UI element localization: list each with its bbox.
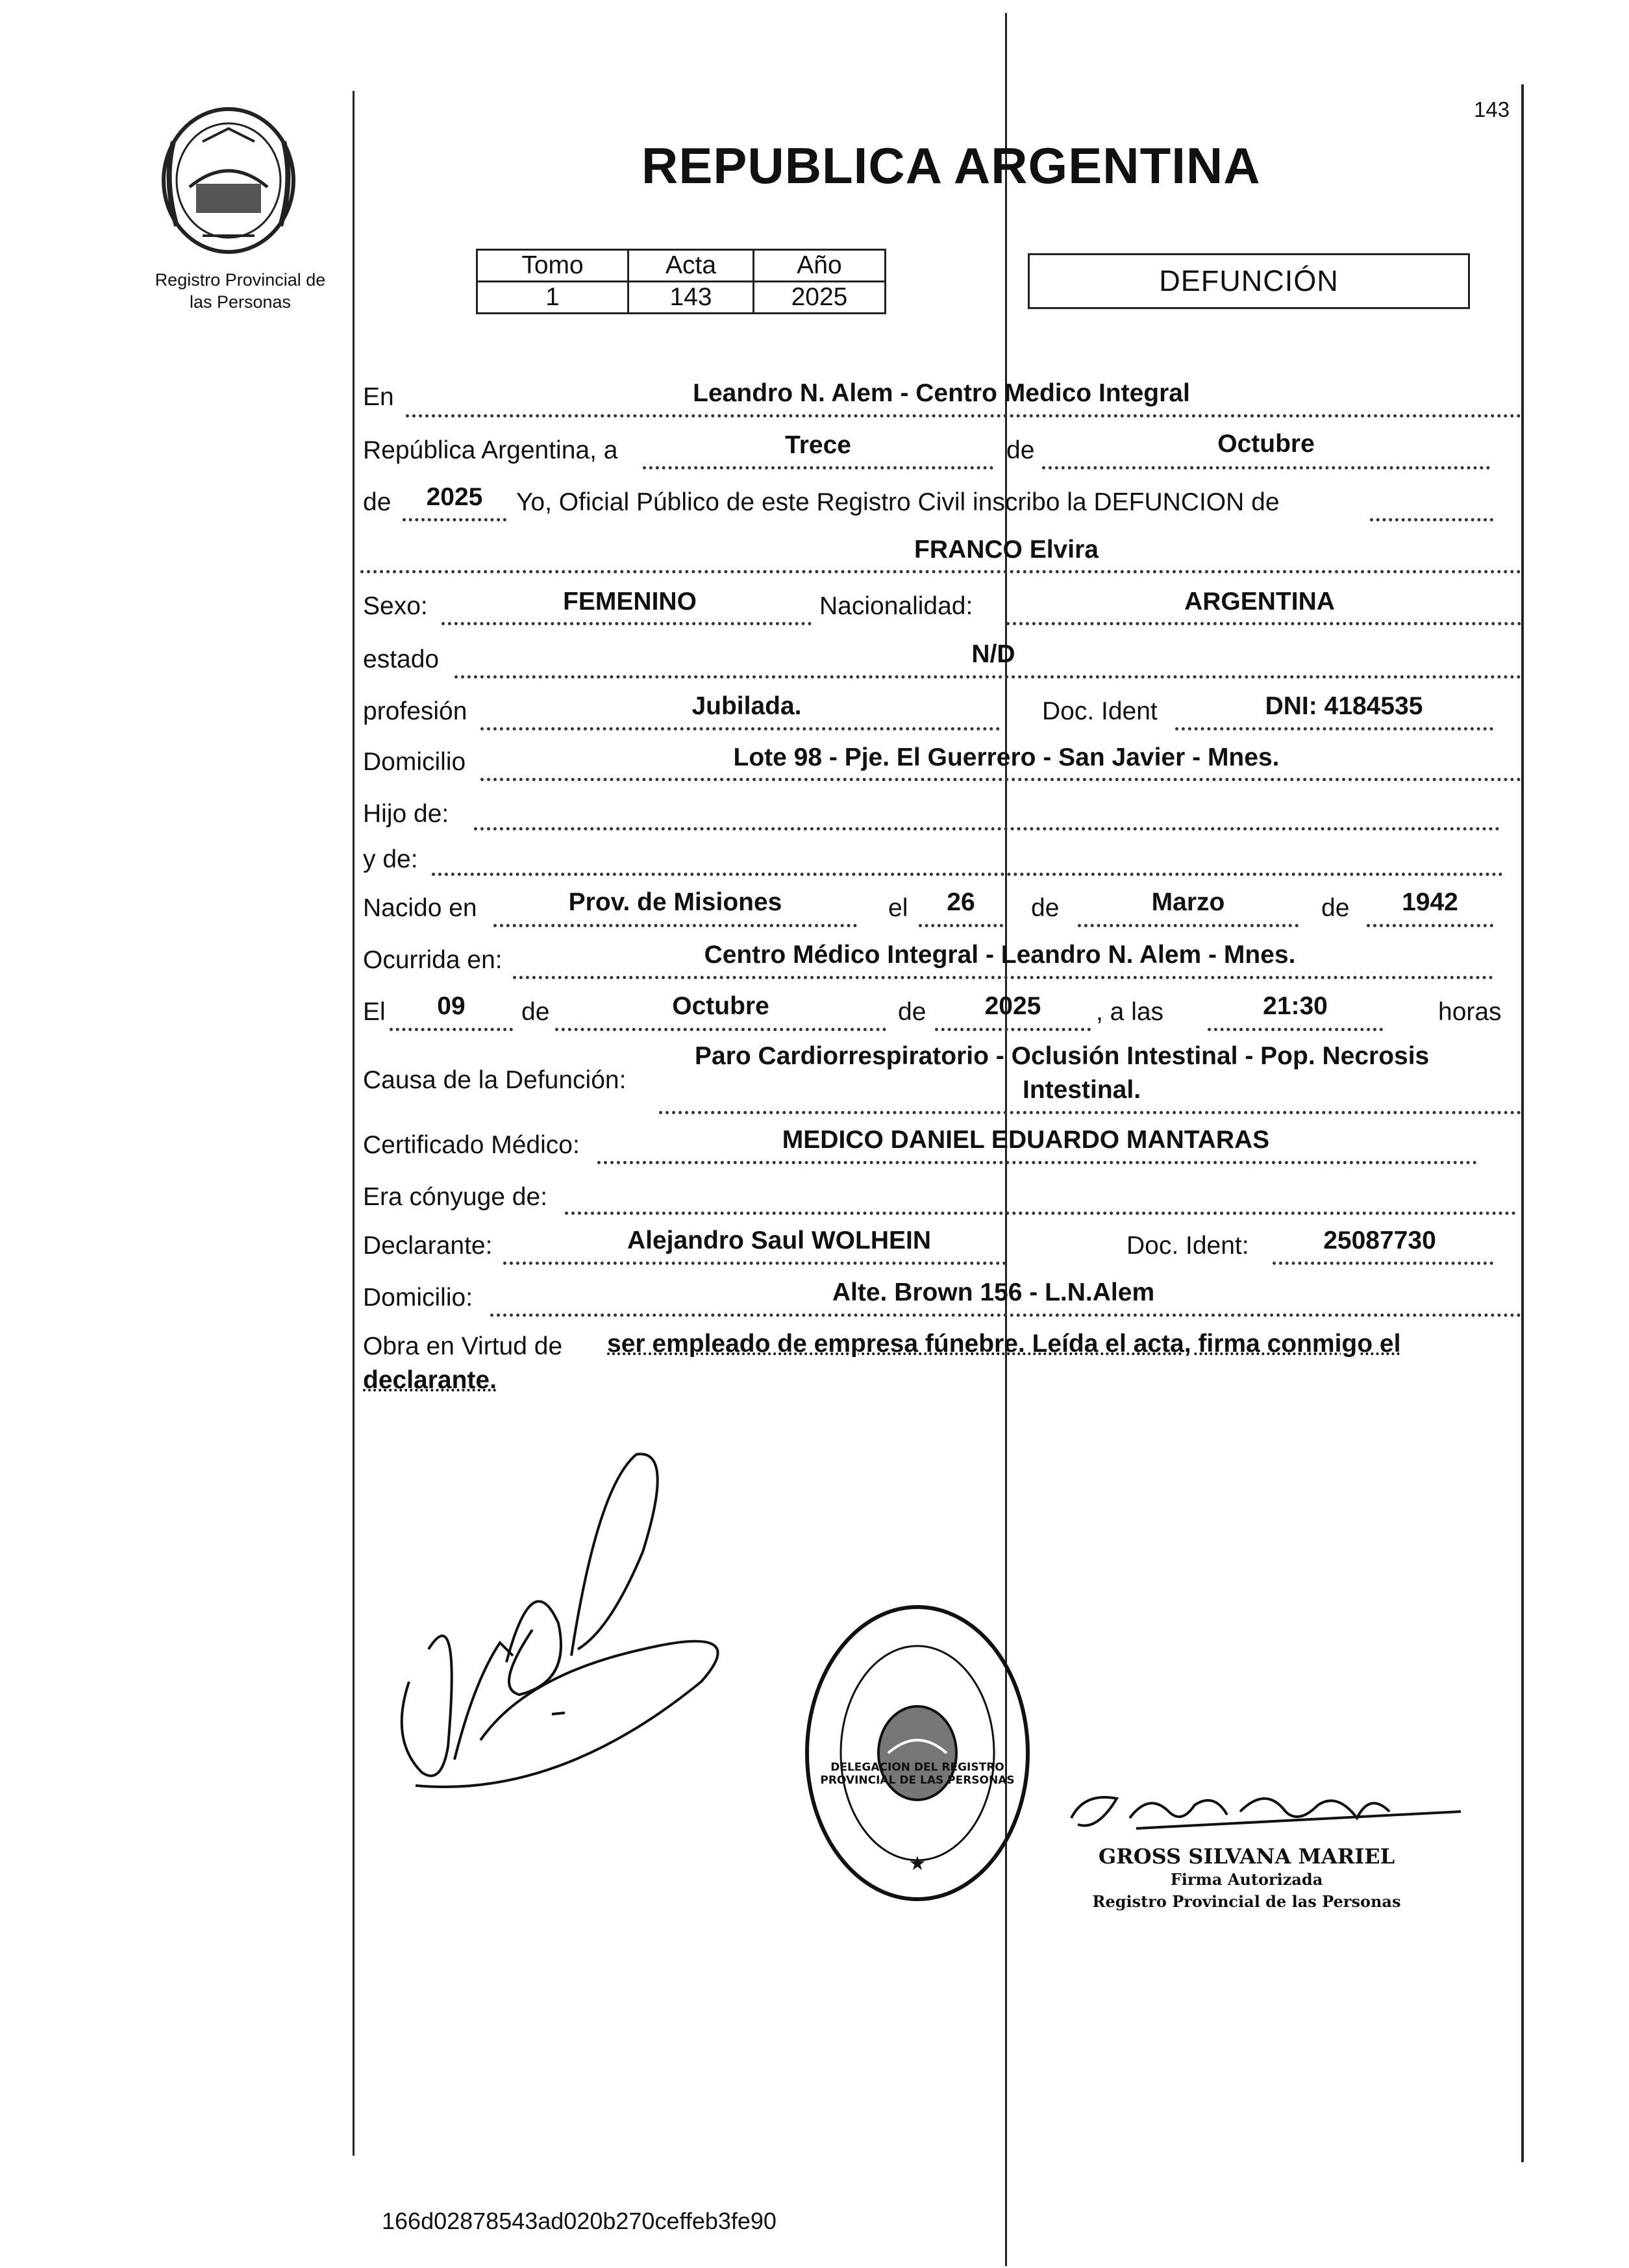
anio-value: 2025 — [754, 282, 886, 314]
death-de2-label: de — [898, 998, 926, 1026]
nacionalidad-value: ARGENTINA — [1184, 588, 1335, 616]
nacionalidad-dots — [1006, 622, 1521, 625]
domicilio2-value: Alte. Brown 156 - L.N.Alem — [832, 1278, 1155, 1306]
year-prefix-label: de — [363, 488, 392, 516]
horas-label: horas — [1438, 998, 1502, 1026]
death-day-dots — [390, 1028, 513, 1031]
nacido-place: Prov. de Misiones — [568, 888, 782, 916]
causa-line2: Intestinal. — [1023, 1076, 1141, 1104]
right-margin-line — [1521, 84, 1524, 2162]
official-signature — [1058, 1766, 1474, 1844]
certificado-label: Certificado Médico: — [363, 1131, 580, 1159]
official-name: GROSS SILVANA MARIEL — [1098, 1844, 1395, 1869]
sexo-value: FEMENINO — [563, 588, 697, 616]
month-value: Octubre — [1217, 430, 1315, 458]
birth-month-dots — [1078, 924, 1299, 927]
death-time-dots — [1208, 1028, 1383, 1031]
year-value: 2025 — [426, 483, 483, 511]
yde-dots — [432, 873, 1503, 876]
conyuge-label: Era cónyuge de: — [363, 1183, 548, 1211]
domicilio-value: Lote 98 - Pje. El Guerrero - San Javier - Mnes. — [733, 743, 1280, 771]
alas-label: , a las — [1096, 998, 1164, 1026]
death-day: 09 — [437, 992, 466, 1020]
doc-ident2-dots — [1273, 1262, 1493, 1265]
month-de-label: de — [1006, 436, 1035, 464]
page-title: REPUBLICA ARGENTINA — [641, 137, 1261, 194]
anio-header: Año — [754, 250, 886, 282]
birth-day: 26 — [947, 888, 975, 916]
en-value: Leandro N. Alem - Centro Medico Integral — [693, 379, 1190, 407]
page-number: 143 — [1474, 97, 1510, 121]
seal-caption — [130, 269, 351, 313]
causa-dots — [659, 1111, 1521, 1114]
delegation-stamp — [797, 1597, 1038, 1909]
republica-label: República Argentina, a — [363, 436, 618, 464]
doc-ident-label: Doc. Ident — [1042, 697, 1158, 725]
year-dots — [403, 518, 506, 521]
official-office: Registro Provincial de las Personas — [1092, 1892, 1401, 1911]
day-words: Trece — [785, 431, 851, 459]
domicilio2-label: Domicilio: — [363, 1284, 473, 1312]
birth-de2-label: de — [1321, 894, 1350, 922]
estado-dots — [454, 675, 1521, 679]
tomo-value: 1 — [477, 282, 628, 314]
yde-label: y de: — [363, 845, 418, 873]
obra-label: Obra en Virtud de — [363, 1332, 563, 1360]
en-dots — [406, 414, 1521, 417]
profesion-dots — [480, 727, 1000, 730]
record-table — [476, 249, 886, 314]
domicilio2-dots — [490, 1314, 1521, 1317]
nacido-label: Nacido en — [363, 894, 477, 922]
nacionalidad-label: Nacionalidad: — [819, 592, 973, 620]
ocurrida-label: Ocurrida en: — [363, 946, 503, 974]
sexo-label: Sexo: — [363, 592, 428, 620]
doc-ident-dots — [1175, 727, 1493, 730]
left-margin-line — [353, 91, 354, 2156]
hijo-label: Hijo de: — [363, 800, 449, 828]
record-type-box: DEFUNCIÓN — [1028, 253, 1470, 309]
acta-header: Acta — [628, 250, 754, 282]
document-hash: 166d02878543ad020b270ceffeb3fe90 — [382, 2208, 777, 2234]
seal-caption-line2: las Personas — [189, 292, 292, 312]
inscribo-text: Yo, Oficial Público de este Registro Civil inscribo la DEFUNCION de — [516, 488, 1280, 516]
acta-value: 143 — [628, 282, 754, 314]
inscribo-dots — [1370, 518, 1493, 521]
hijo-dots — [474, 827, 1500, 830]
nacido-place-dots — [493, 924, 857, 927]
birth-year: 1942 — [1402, 888, 1458, 916]
seal-caption-line1: Registro Provincial de — [155, 270, 326, 290]
official-role: Firma Autorizada — [1170, 1870, 1323, 1889]
death-month-dots — [555, 1028, 886, 1031]
record-table-header — [477, 250, 886, 282]
profesion-label: profesión — [363, 697, 467, 725]
conyuge-dots — [565, 1212, 1516, 1215]
declarante-dots — [503, 1262, 1006, 1265]
sexo-dots — [441, 622, 812, 625]
death-time: 21:30 — [1263, 992, 1328, 1020]
doc-ident-value: DNI: 4184535 — [1265, 692, 1423, 720]
certificado-dots — [597, 1161, 1477, 1164]
obra-value2: declarante. — [363, 1366, 497, 1394]
obra-value: ser empleado de empresa fúnebre. Leída el acta, firma conmigo el — [607, 1330, 1401, 1358]
misiones-seal-icon — [151, 103, 306, 258]
certificado-value: MEDICO DANIEL EDUARDO MANTARAS — [782, 1126, 1270, 1154]
ocurrida-dots — [513, 976, 1493, 979]
death-el-label: El — [363, 998, 386, 1026]
birth-de-label: de — [1031, 894, 1060, 922]
profesion-value: Jubilada. — [691, 692, 802, 720]
month-dots — [1042, 466, 1490, 469]
estado-value: N/D — [971, 640, 1015, 668]
domicilio-dots — [480, 778, 1521, 781]
tomo-header: Tomo — [477, 250, 628, 282]
nacido-el-label: el — [888, 894, 908, 922]
doc-ident2-value: 25087730 — [1323, 1227, 1436, 1254]
death-de-label: de — [521, 998, 550, 1026]
deceased-name: FRANCO Elvira — [914, 536, 1099, 564]
birth-day-dots — [919, 924, 1003, 927]
record-table-values — [477, 282, 886, 314]
declarante-value: Alejandro Saul WOLHEIN — [627, 1227, 932, 1254]
domicilio-label: Domicilio — [363, 748, 466, 776]
stamp-ring-text: DELEGACION DEL REGISTRO PROVINCIAL DE LAS PERSONAS — [820, 1761, 1015, 1787]
death-month: Octubre — [672, 992, 769, 1020]
causa-line1: Paro Cardiorrespiratorio - Oclusión Intestinal - Pop. Necrosis — [695, 1042, 1430, 1070]
death-year: 2025 — [984, 992, 1041, 1020]
birth-year-dots — [1367, 924, 1493, 927]
name-dots — [360, 570, 1521, 573]
birth-month: Marzo — [1151, 888, 1225, 916]
causa-label: Causa de la Defunción: — [363, 1066, 627, 1094]
svg-text:★: ★ — [908, 1853, 926, 1875]
declarant-signature — [364, 1435, 766, 1799]
doc-ident2-label: Doc. Ident: — [1126, 1232, 1249, 1260]
estado-label: estado — [363, 645, 440, 673]
ocurrida-value: Centro Médico Integral - Leandro N. Alem - Mnes. — [704, 941, 1296, 969]
death-year-dots — [935, 1028, 1091, 1031]
declarante-label: Declarante: — [363, 1232, 493, 1260]
en-label: En — [363, 383, 394, 411]
day-dots — [643, 466, 993, 469]
